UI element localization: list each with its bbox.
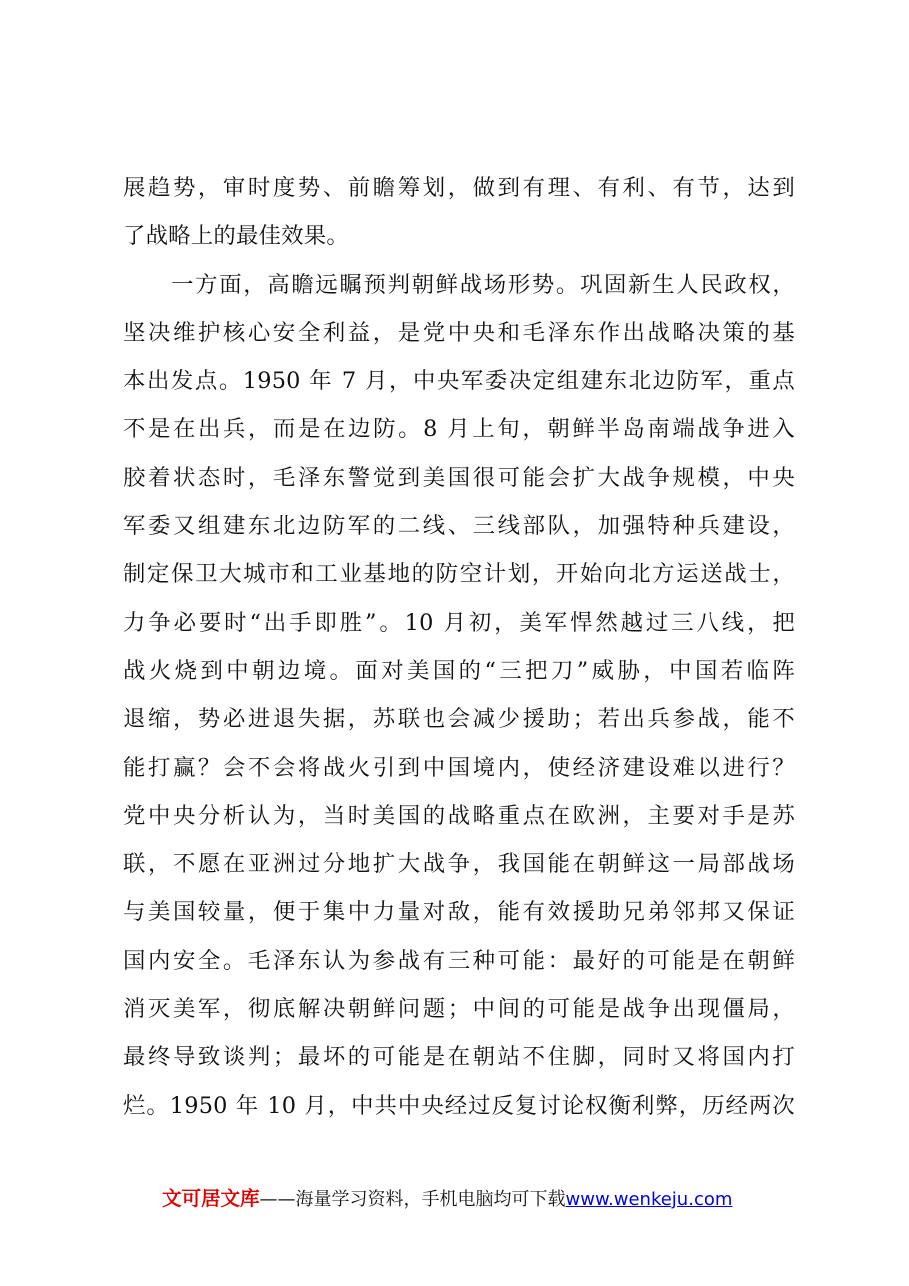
brand-name: 文可居文库 bbox=[162, 1187, 260, 1210]
text-line: 军委又组建东北边防军的二线、三线部队，加强特种兵建设， bbox=[123, 513, 795, 540]
text-line: 与美国较量，便于集中力量对敌，能有效援助兄弟邻邦又保证 bbox=[123, 899, 795, 926]
text-line: 烂。1950 年 10 月，中共中央经过反复讨论权衡利弊，历经两次 bbox=[123, 1092, 795, 1119]
text-line: 不是在出兵，而是在边防。8 月上旬，朝鲜半岛南端战争进入 bbox=[123, 416, 795, 443]
text-line: 胶着状态时，毛泽东警觉到美国很可能会扩大战争规模，中央 bbox=[123, 464, 795, 491]
text-line: 能打赢？会不会将战火引到中国境内，使经济建设难以进行？ bbox=[123, 754, 795, 781]
text-line: 消灭美军，彻底解决朝鲜问题；中间的可能是战争出现僵局， bbox=[123, 996, 795, 1023]
text-line: 最终导致谈判；最坏的可能是在朝站不住脚，同时又将国内打 bbox=[123, 1044, 795, 1071]
text-line: 展趋势，审时度势、前瞻筹划，做到有理、有利、有节，达到 bbox=[123, 175, 795, 201]
text-line: 制定保卫大城市和工业基地的防空计划，开始向北方运送战士， bbox=[123, 561, 795, 588]
paragraph bbox=[123, 261, 795, 1130]
footer-banner bbox=[162, 1183, 802, 1211]
text-line: 本出发点。1950 年 7 月，中央军委决定组建东北边防军，重点 bbox=[123, 368, 795, 395]
paragraph bbox=[123, 164, 795, 261]
text-line: 退缩，势必进退失据，苏联也会减少援助；若出兵参战，能不 bbox=[123, 706, 795, 733]
text-line: 坚决维护核心安全利益，是党中央和毛泽东作出战略决策的基 bbox=[123, 319, 795, 346]
footer-tagline: ——海量学习资料，手机电脑均可下载 bbox=[259, 1189, 566, 1210]
text-line: 国内安全。毛泽东认为参战有三种可能：最好的可能是在朝鲜 bbox=[123, 947, 795, 974]
text-line: 联，不愿在亚洲过分地扩大战争，我国能在朝鲜这一局部战场 bbox=[123, 851, 795, 878]
text-line: 一方面，高瞻远瞩预判朝鲜战场形势。巩固新生人民政权， bbox=[123, 271, 795, 298]
text-line: 战火烧到中朝边境。面对美国的“三把刀”威胁，中国若临阵 bbox=[123, 657, 795, 684]
text-line: 力争必要时“出手即胜”。10 月初，美军悍然越过三八线，把 bbox=[123, 609, 795, 636]
body-text bbox=[123, 164, 795, 1130]
text-line: 了战略上的最佳效果。 bbox=[123, 223, 349, 250]
text-line: 党中央分析认为，当时美国的战略重点在欧洲，主要对手是苏 bbox=[123, 802, 795, 829]
site-link[interactable]: www.wenkeju.com bbox=[565, 1189, 733, 1210]
